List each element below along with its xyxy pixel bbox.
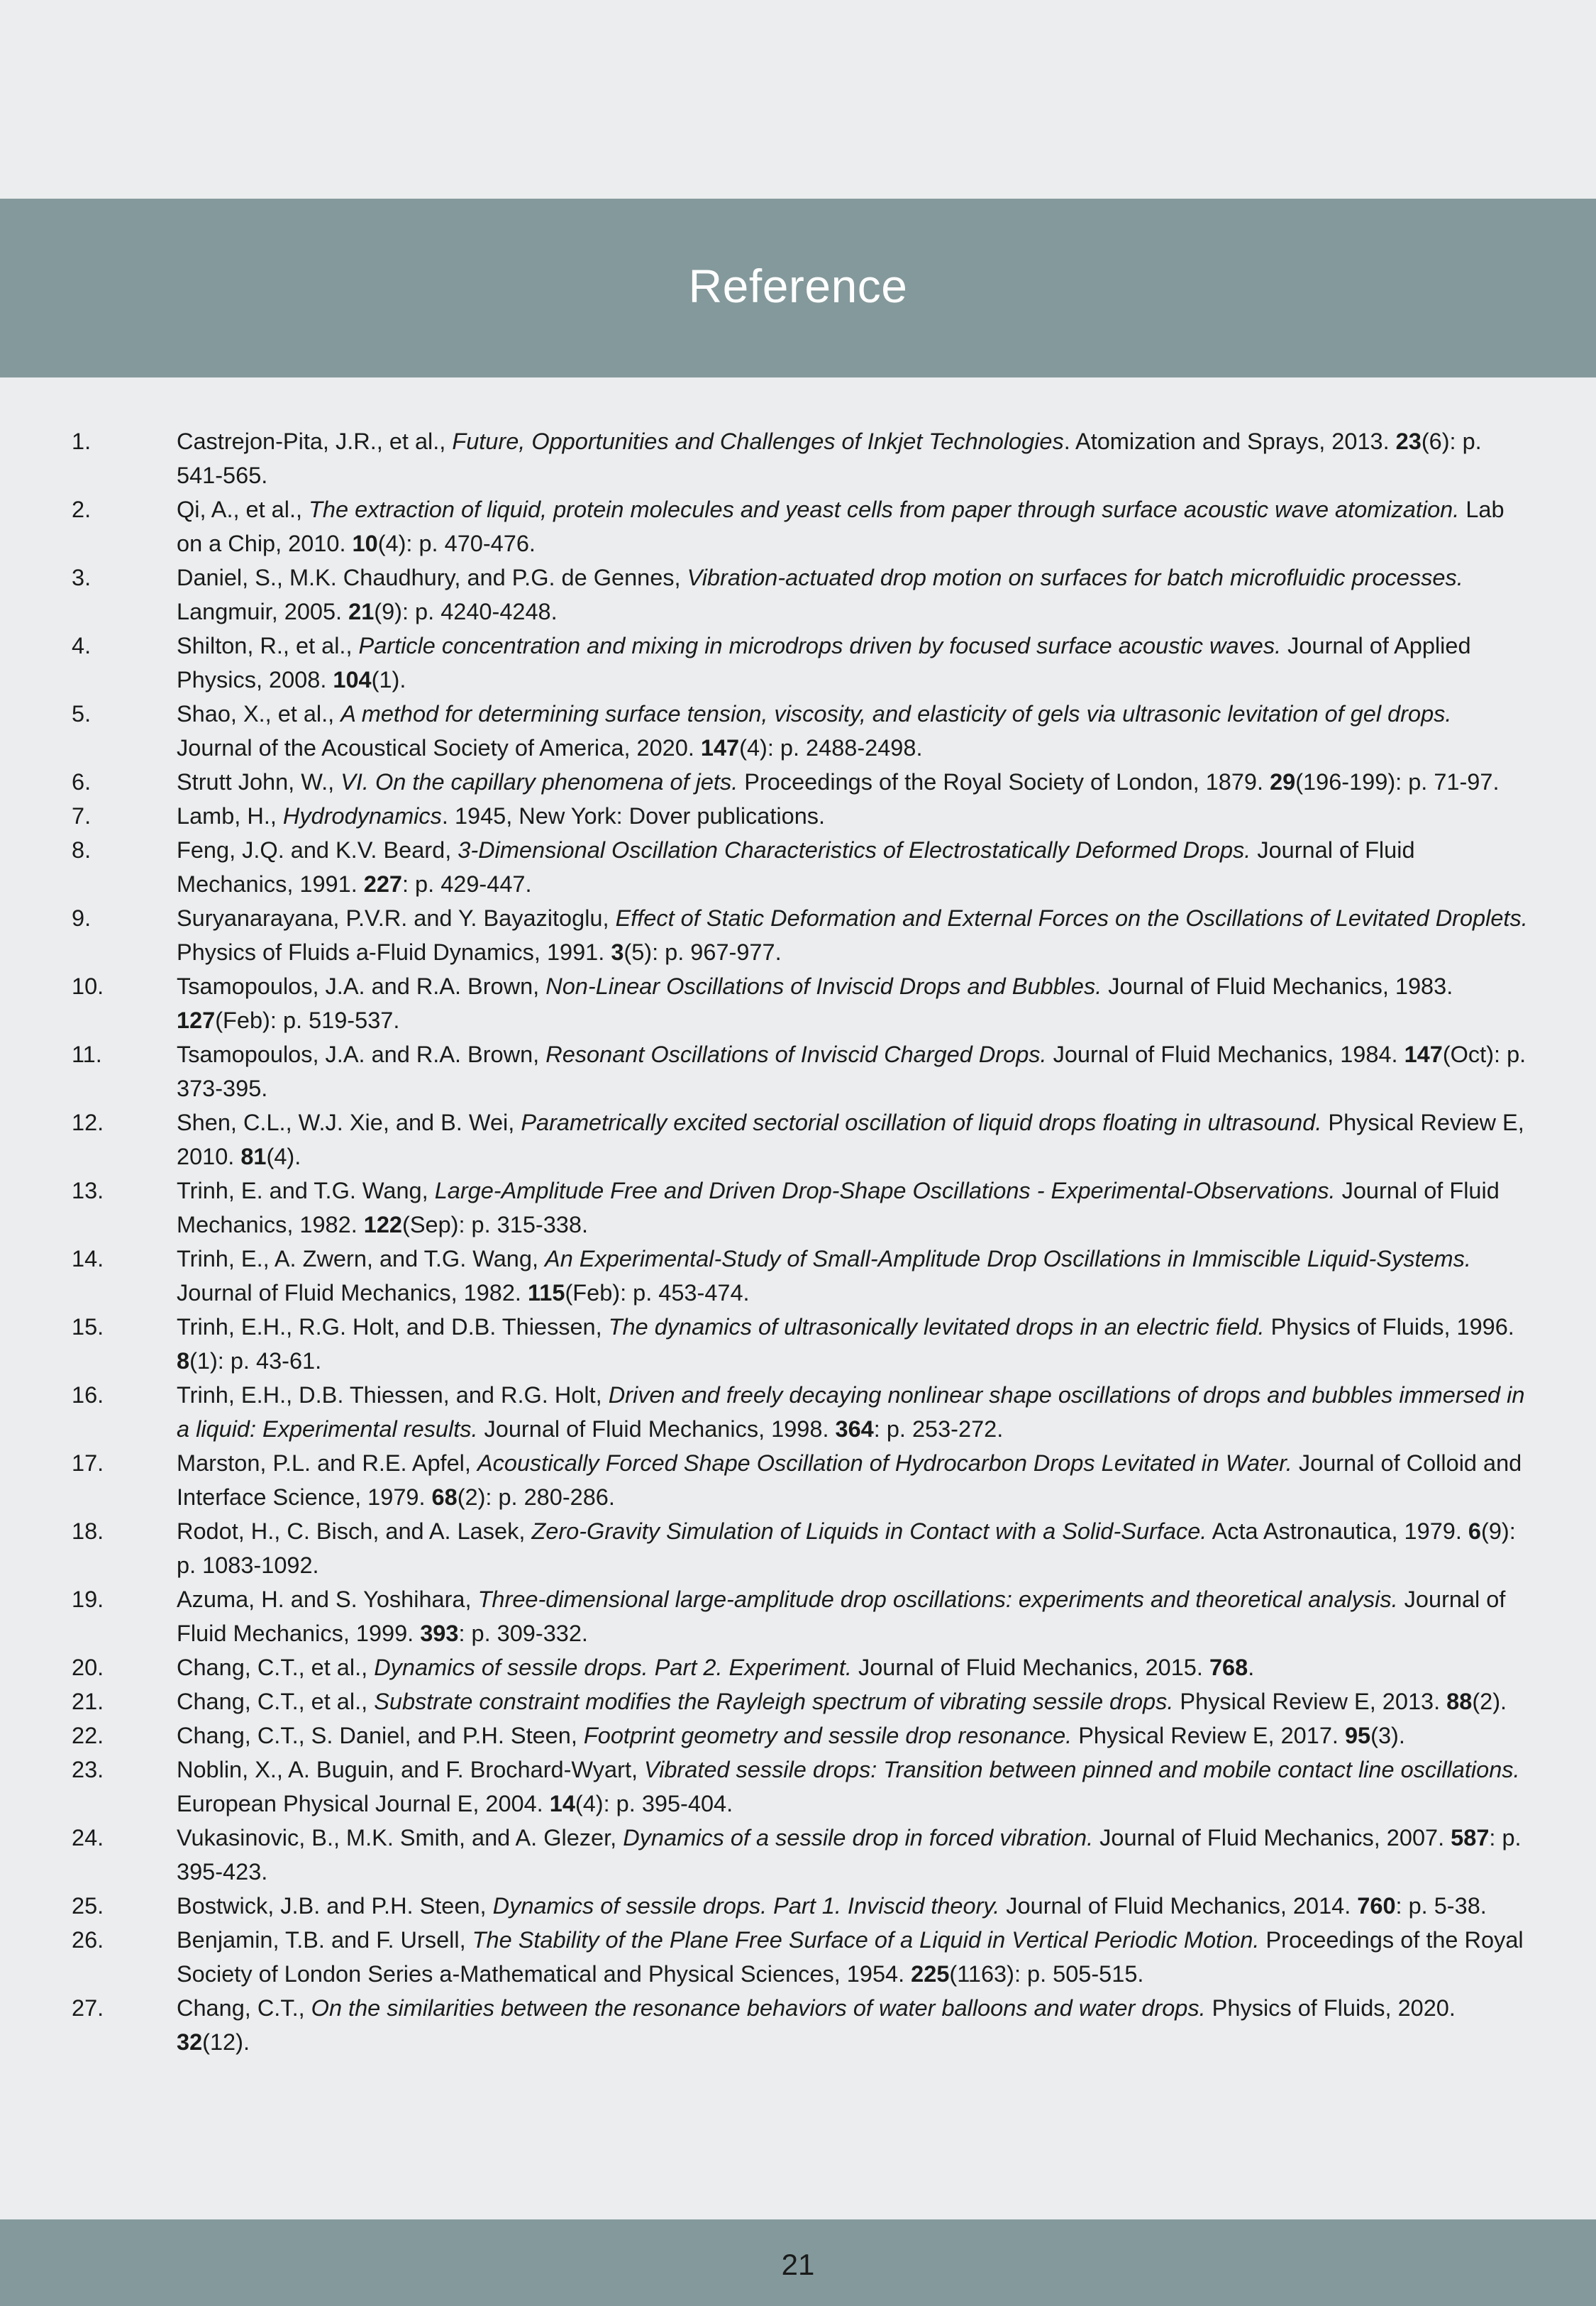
reference-segment: (5): p. 967-977. <box>624 939 782 965</box>
reference-number: 16. <box>72 1382 104 1408</box>
reference-text <box>177 1105 1529 1174</box>
reference-segment: . <box>1248 1655 1255 1680</box>
reference-title: An Experimental-Study of Small-Amplitude Drop Oscillations in Immiscible Liquid-Systems. <box>545 1246 1471 1271</box>
reference-segment: Castrejon-Pita, J.R., et al., <box>177 429 453 454</box>
reference-segment: (Oct): p. 373-395. <box>177 1042 1526 1101</box>
reference-segment: (Feb): p. 453-474. <box>565 1280 750 1306</box>
reference-volume: 768 <box>1209 1655 1248 1680</box>
reference-item <box>0 1684 1596 1719</box>
reference-item <box>0 629 1596 697</box>
reference-segment: (1). <box>371 667 406 693</box>
reference-segment: Daniel, S., M.K. Chaudhury, and P.G. de Gennes, <box>177 565 687 590</box>
reference-segment: Proceedings of the Royal Society of London, 1879. <box>738 769 1270 795</box>
reference-text <box>177 799 1529 833</box>
reference-segment: Lab on a Chip, 2010. <box>177 497 1504 556</box>
reference-segment: (4). <box>266 1144 301 1169</box>
reference-segment: Suryanarayana, P.V.R. and Y. Bayazitoglu, <box>177 905 616 931</box>
reference-item <box>0 901 1596 969</box>
reference-segment: : p. 395-423. <box>177 1825 1522 1885</box>
reference-title: The extraction of liquid, protein molecules and yeast cells from paper through surface acoustic wave atomization. <box>309 497 1460 522</box>
reference-segment: Journal of Fluid Mechanics, 1983. <box>1102 973 1453 999</box>
reference-segment: Chang, C.T., S. Daniel, and P.H. Steen, <box>177 1723 584 1748</box>
reference-title: A method for determining surface tension, viscosity, and elasticity of gels via ultrasonic levitation of gel drops. <box>340 701 1452 727</box>
reference-number: 2. <box>72 497 92 522</box>
reference-item <box>0 492 1596 561</box>
reference-segment: (Feb): p. 519-537. <box>215 1008 400 1033</box>
reference-text <box>177 1821 1529 1889</box>
reference-text <box>177 1684 1529 1719</box>
reference-number: 25. <box>72 1893 104 1919</box>
reference-segment: Journal of Fluid Mechanics, 2007. <box>1093 1825 1451 1850</box>
reference-title: Acoustically Forced Shape Oscillation of Hydrocarbon Drops Levitated in Water. <box>477 1450 1292 1476</box>
reference-title: Dynamics of sessile drops. Part 1. Inviscid theory. <box>492 1893 1000 1919</box>
reference-segment: Journal of Fluid Mechanics, 1998. <box>477 1416 836 1442</box>
reference-segment: Marston, P.L. and R.E. Apfel, <box>177 1450 477 1476</box>
reference-segment: Journal of the Acoustical Society of America, 2020. <box>177 735 701 761</box>
reference-segment: Journal of Fluid Mechanics, 2015. <box>851 1655 1209 1680</box>
reference-text <box>177 1310 1529 1378</box>
reference-item <box>0 1378 1596 1446</box>
page-title: Reference <box>688 260 908 312</box>
reference-number: 12. <box>72 1110 104 1135</box>
reference-title: Substrate constraint modifies the Rayleigh spectrum of vibrating sessile drops. <box>374 1689 1174 1714</box>
reference-segment: Physical Review E, 2013. <box>1173 1689 1447 1714</box>
reference-item <box>0 799 1596 833</box>
reference-segment: (1163): p. 505-515. <box>949 1961 1144 1987</box>
reference-item <box>0 833 1596 901</box>
reference-segment: Journal of Fluid Mechanics, 1982. <box>177 1280 528 1306</box>
reference-text <box>177 1719 1529 1753</box>
reference-title: On the similarities between the resonance behaviors of water balloons and water drops. <box>311 1995 1206 2021</box>
reference-title: The dynamics of ultrasonically levitated drops in an electric field. <box>608 1314 1265 1340</box>
reference-number: 8. <box>72 837 92 863</box>
reference-number: 5. <box>72 701 92 727</box>
reference-text <box>177 1923 1529 1991</box>
reference-volume: 227 <box>363 871 402 897</box>
reference-text <box>177 1037 1529 1105</box>
reference-number: 23. <box>72 1757 104 1782</box>
reference-segment: Physical Review E, 2010. <box>177 1110 1524 1169</box>
reference-number: 18. <box>72 1518 104 1544</box>
reference-segment: (9): p. 1083-1092. <box>177 1518 1516 1578</box>
reference-segment: Physics of Fluids, 2020. <box>1205 1995 1456 2021</box>
reference-text <box>177 697 1529 765</box>
reference-segment: Physical Review E, 2017. <box>1072 1723 1345 1748</box>
reference-volume: 147 <box>1404 1042 1443 1067</box>
reference-text <box>177 1889 1529 1923</box>
reference-text <box>177 1753 1529 1821</box>
reference-item <box>0 697 1596 765</box>
reference-title: Effect of Static Deformation and External Forces on the Oscillations of Levitated Droplets. <box>615 905 1528 931</box>
reference-volume: 104 <box>333 667 372 693</box>
reference-title: Three-dimensional large-amplitude drop oscillations: experiments and theoretical analysis. <box>477 1587 1398 1612</box>
reference-text <box>177 1514 1529 1582</box>
reference-text <box>177 1582 1529 1650</box>
reference-segment: Physics of Fluids a-Fluid Dynamics, 1991. <box>177 939 611 965</box>
reference-segment: (2). <box>1472 1689 1507 1714</box>
reference-number: 6. <box>72 769 92 795</box>
reference-number: 15. <box>72 1314 104 1340</box>
reference-segment: Journal of Fluid Mechanics, 1999. <box>177 1587 1506 1646</box>
reference-title: Vibration-actuated drop motion on surfaces for batch microfluidic processes. <box>687 565 1463 590</box>
footer-band <box>0 2219 1596 2306</box>
reference-segment: Shao, X., et al., <box>177 701 341 727</box>
reference-number: 13. <box>72 1178 104 1203</box>
reference-volume: 587 <box>1451 1825 1490 1850</box>
reference-item <box>0 765 1596 799</box>
reference-segment: Noblin, X., A. Buguin, and F. Brochard-Wyart, <box>177 1757 645 1782</box>
reference-title: Large-Amplitude Free and Driven Drop-Shape Oscillations - Experimental-Observations. <box>434 1178 1336 1203</box>
reference-item <box>0 1242 1596 1310</box>
reference-segment: . 1945, New York: Dover publications. <box>441 803 826 829</box>
reference-title: Non-Linear Oscillations of Inviscid Drops and Bubbles. <box>545 973 1102 999</box>
reference-segment: (12). <box>202 2029 250 2055</box>
reference-item <box>0 1650 1596 1684</box>
reference-segment: (4): p. 2488-2498. <box>739 735 923 761</box>
reference-segment: Journal of Fluid Mechanics, 1984. <box>1046 1042 1404 1067</box>
reference-number: 14. <box>72 1246 104 1271</box>
reference-number: 19. <box>72 1587 104 1612</box>
reference-title: Dynamics of a sessile drop in forced vibration. <box>623 1825 1094 1850</box>
reference-item <box>0 1889 1596 1923</box>
reference-segment: Journal of Applied Physics, 2008. <box>177 633 1471 693</box>
reference-text <box>177 765 1529 799</box>
reference-volume: 225 <box>911 1961 950 1987</box>
reference-title: The Stability of the Plane Free Surface of a Liquid in Vertical Periodic Motion. <box>472 1927 1260 1953</box>
reference-segment: Acta Astronautica, 1979. <box>1207 1518 1468 1544</box>
reference-title: VI. On the capillary phenomena of jets. <box>340 769 738 795</box>
reference-text <box>177 833 1529 901</box>
reference-text <box>177 1174 1529 1242</box>
reference-volume: 88 <box>1446 1689 1473 1714</box>
reference-volume: 364 <box>835 1416 874 1442</box>
reference-number: 11. <box>72 1042 102 1067</box>
reference-number: 4. <box>72 633 92 658</box>
reference-segment: Chang, C.T., <box>177 1995 311 2021</box>
reference-text <box>177 1378 1529 1446</box>
reference-title: Dynamics of sessile drops. Part 2. Experiment. <box>374 1655 852 1680</box>
reference-volume: 122 <box>363 1212 402 1237</box>
reference-volume: 21 <box>348 599 375 624</box>
reference-segment: Qi, A., et al., <box>177 497 309 522</box>
reference-item <box>0 1446 1596 1514</box>
reference-segment: (3). <box>1370 1723 1405 1748</box>
reference-segment: Lamb, H., <box>177 803 283 829</box>
reference-number: 10. <box>72 973 104 999</box>
reference-text <box>177 1446 1529 1514</box>
reference-text <box>177 969 1529 1037</box>
reference-volume: 393 <box>420 1621 459 1646</box>
reference-segment: Shilton, R., et al., <box>177 633 359 658</box>
reference-number: 17. <box>72 1450 104 1476</box>
reference-volume: 14 <box>549 1791 575 1816</box>
reference-text <box>177 1650 1529 1684</box>
reference-item <box>0 969 1596 1037</box>
header-band <box>0 199 1596 377</box>
reference-title: Resonant Oscillations of Inviscid Charged Drops. <box>545 1042 1047 1067</box>
reference-item <box>0 1923 1596 1991</box>
reference-segment: (4): p. 395-404. <box>575 1791 733 1816</box>
reference-volume: 23 <box>1395 429 1422 454</box>
reference-segment: Trinh, E.H., R.G. Holt, and D.B. Thiessen, <box>177 1314 609 1340</box>
reference-title: Parametrically excited sectorial oscillation of liquid drops floating in ultrasound. <box>521 1110 1322 1135</box>
reference-segment: Proceedings of the Royal Society of London Series a-Mathematical and Physical Sciences, 1954. <box>177 1927 1524 1987</box>
reference-segment: : p. 429-447. <box>402 871 532 897</box>
reference-item <box>0 1582 1596 1650</box>
reference-number: 7. <box>72 803 92 829</box>
reference-item <box>0 1105 1596 1174</box>
reference-segment: Journal of Fluid Mechanics, 1982. <box>177 1178 1500 1237</box>
reference-segment: (2): p. 280-286. <box>457 1484 615 1510</box>
reference-volume: 29 <box>1270 769 1296 795</box>
reference-number: 9. <box>72 905 92 931</box>
reference-volume: 115 <box>528 1280 565 1306</box>
reference-segment: : p. 309-332. <box>458 1621 588 1646</box>
reference-item <box>0 424 1596 492</box>
reference-item <box>0 1991 1596 2059</box>
reference-title: Zero-Gravity Simulation of Liquids in Contact with a Solid-Surface. <box>531 1518 1207 1544</box>
reference-item <box>0 1174 1596 1242</box>
page-number: 21 <box>781 2248 815 2281</box>
reference-segment: (9): p. 4240-4248. <box>374 599 558 624</box>
reference-segment: Tsamopoulos, J.A. and R.A. Brown, <box>177 1042 546 1067</box>
reference-segment: Chang, C.T., et al., <box>177 1689 375 1714</box>
reference-number: 24. <box>72 1825 104 1850</box>
reference-volume: 68 <box>431 1484 458 1510</box>
reference-item <box>0 1310 1596 1378</box>
reference-segment: Journal of Fluid Mechanics, 2014. <box>999 1893 1358 1919</box>
reference-text <box>177 1242 1529 1310</box>
reference-segment: : p. 5-38. <box>1395 1893 1487 1919</box>
reference-segment: : p. 253-272. <box>873 1416 1004 1442</box>
reference-item <box>0 1514 1596 1582</box>
reference-text <box>177 424 1529 492</box>
reference-number: 27. <box>72 1995 104 2021</box>
reference-item <box>0 1037 1596 1105</box>
reference-text <box>177 492 1529 561</box>
reference-list <box>0 424 1596 2059</box>
reference-volume: 8 <box>177 1348 190 1374</box>
reference-segment: Langmuir, 2005. <box>177 599 349 624</box>
reference-text <box>177 629 1529 697</box>
reference-item <box>0 1821 1596 1889</box>
reference-number: 1. <box>72 429 92 454</box>
reference-volume: 6 <box>1468 1518 1481 1544</box>
reference-segment: Benjamin, T.B. and F. Ursell, <box>177 1927 472 1953</box>
reference-segment: Chang, C.T., et al., <box>177 1655 375 1680</box>
reference-number: 21. <box>72 1689 104 1714</box>
reference-segment: (Sep): p. 315-338. <box>402 1212 588 1237</box>
reference-title: 3-Dimensional Oscillation Characteristics of Electrostatically Deformed Drops. <box>458 837 1251 863</box>
reference-volume: 760 <box>1357 1893 1396 1919</box>
reference-segment: Azuma, H. and S. Yoshihara, <box>177 1587 478 1612</box>
reference-segment: Rodot, H., C. Bisch, and A. Lasek, <box>177 1518 532 1544</box>
reference-item <box>0 1753 1596 1821</box>
reference-segment: Feng, J.Q. and K.V. Beard, <box>177 837 458 863</box>
reference-segment: Vukasinovic, B., M.K. Smith, and A. Glezer, <box>177 1825 624 1850</box>
reference-segment: (196-199): p. 71-97. <box>1295 769 1500 795</box>
reference-text <box>177 1991 1529 2059</box>
reference-number: 3. <box>72 565 92 590</box>
reference-segment: Strutt John, W., <box>177 769 341 795</box>
reference-item <box>0 1719 1596 1753</box>
reference-segment: Trinh, E. and T.G. Wang, <box>177 1178 435 1203</box>
reference-segment: (6): p. 541-565. <box>177 429 1482 488</box>
reference-volume: 32 <box>177 2029 203 2055</box>
reference-volume: 127 <box>177 1008 216 1033</box>
reference-segment: . Atomization and Sprays, 2013. <box>1063 429 1396 454</box>
reference-volume: 95 <box>1344 1723 1371 1748</box>
reference-title: Footprint geometry and sessile drop resonance. <box>583 1723 1073 1748</box>
reference-title: Particle concentration and mixing in microdrops driven by focused surface acoustic waves. <box>358 633 1282 658</box>
reference-title: Vibrated sessile drops: Transition between pinned and mobile contact line oscillations. <box>644 1757 1520 1782</box>
reference-title: Driven and freely decaying nonlinear shape oscillations of drops and bubbles immersed in a liquid: Experimental results. <box>177 1382 1525 1442</box>
reference-segment: Bostwick, J.B. and P.H. Steen, <box>177 1893 493 1919</box>
reference-segment: Shen, C.L., W.J. Xie, and B. Wei, <box>177 1110 521 1135</box>
reference-title: Hydrodynamics <box>282 803 442 829</box>
reference-text <box>177 901 1529 969</box>
reference-volume: 81 <box>240 1144 267 1169</box>
reference-number: 22. <box>72 1723 104 1748</box>
reference-segment: Tsamopoulos, J.A. and R.A. Brown, <box>177 973 546 999</box>
reference-segment: Trinh, E., A. Zwern, and T.G. Wang, <box>177 1246 545 1271</box>
reference-segment: Physics of Fluids, 1996. <box>1264 1314 1514 1340</box>
reference-item <box>0 561 1596 629</box>
reference-number: 20. <box>72 1655 104 1680</box>
reference-segment: (4): p. 470-476. <box>377 531 536 556</box>
reference-volume: 147 <box>700 735 740 761</box>
reference-volume: 10 <box>352 531 378 556</box>
reference-number: 26. <box>72 1927 104 1953</box>
reference-segment: Journal of Colloid and Interface Science, 1979. <box>177 1450 1522 1510</box>
reference-text <box>177 561 1529 629</box>
reference-segment: Journal of Fluid Mechanics, 1991. <box>177 837 1415 897</box>
reference-segment: Trinh, E.H., D.B. Thiessen, and R.G. Holt, <box>177 1382 609 1408</box>
reference-volume: 3 <box>611 939 624 965</box>
reference-segment: (1): p. 43-61. <box>189 1348 322 1374</box>
reference-segment: European Physical Journal E, 2004. <box>177 1791 550 1816</box>
reference-title: Future, Opportunities and Challenges of Inkjet Technologies <box>452 429 1064 454</box>
